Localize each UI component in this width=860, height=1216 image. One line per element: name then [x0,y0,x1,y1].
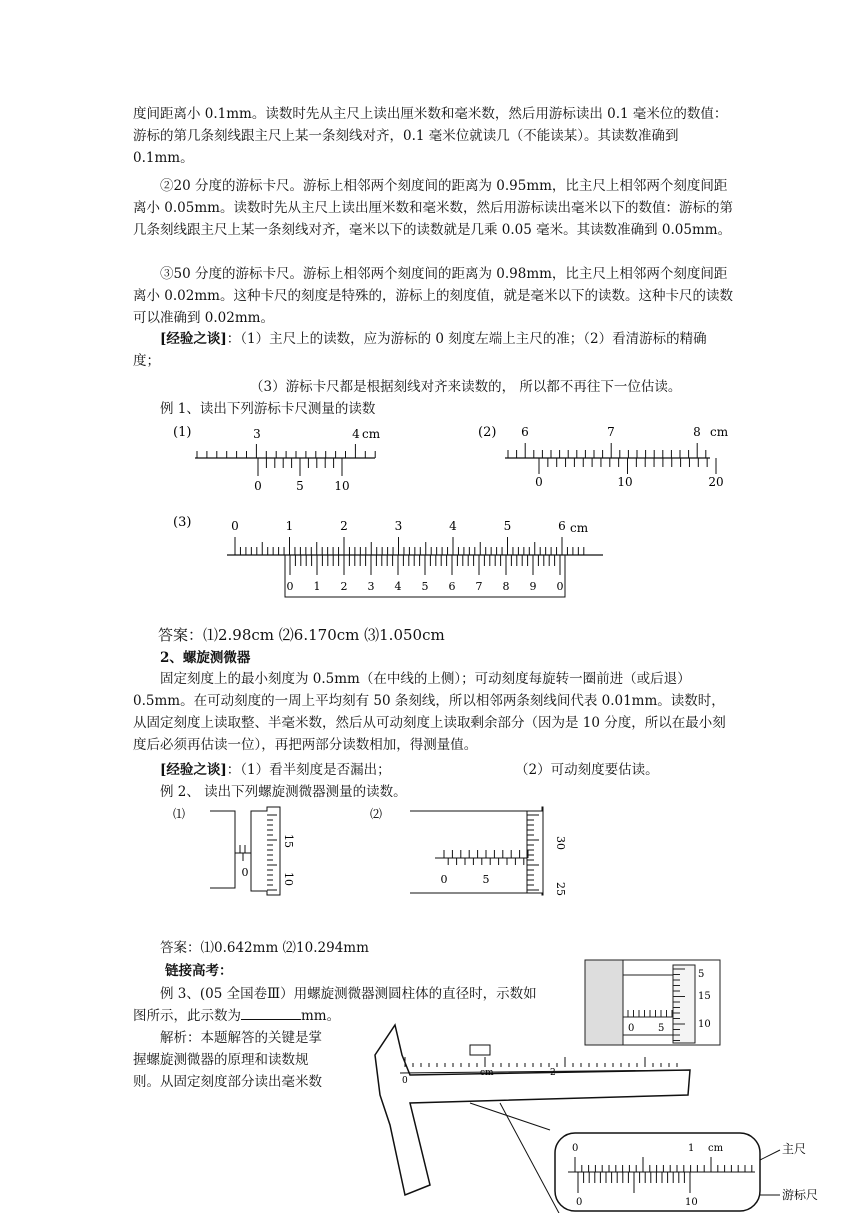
micrometer2-thimble-label: 30 [554,836,567,850]
experience-note-2b: （2）可动刻度要估读。 [515,762,659,778]
exam-figure [370,955,850,1213]
scale-label: 5 [503,519,512,533]
exam-micrometer-thimble: 5 [698,969,705,980]
exam-micrometer-thimble: 15 [698,991,711,1002]
scale-label: 4 [394,580,402,593]
vernier-scale-label: 游标尺 [782,1188,819,1202]
scale-label: 1 [285,519,294,533]
analysis-line1: 解析：本题解答的关键是掌 [160,1030,322,1046]
zoom-main-label: cm [708,1143,724,1154]
experience-text: ：（1）主尺上的读数，应为游标的 0 刻度左端上主尺的准；（2）看清游标的精确度； [133,331,707,369]
scale-label: 3 [394,519,403,533]
fig1-vernier-label: 5 [296,479,304,493]
fig2-vernier-label: 0 [535,475,543,489]
experience-label: [经验之谈] [160,762,227,778]
fig1-vernier-label: 10 [334,479,350,493]
micrometer2-thimble-label: 25 [554,882,567,896]
fig2-unit: cm [710,425,729,439]
zoom-vernier-label: 10 [685,1197,698,1208]
example-3-unit: mm。 [301,1008,341,1024]
scale-label: 2 [340,519,348,533]
vernier-figure-3 [165,510,615,602]
scale-label: 8 [502,580,510,593]
scale-label: 0 [286,580,294,593]
main-scale-label: 主尺 [782,1142,807,1156]
analysis-line3: 则。从固定刻度部分读出毫米数 [133,1074,322,1090]
fig2-main-label: 6 [521,425,529,439]
example-3-question: 图所示，此示数为 [133,1008,241,1024]
fig1-vernier-label: 0 [254,479,262,493]
scale-label: 3 [367,580,375,593]
example-3-line1: 例 3、(05 全国卷Ⅲ）用螺旋测微器测圆柱体的直径时，示数如 [160,986,537,1002]
fig1-label: (1) [173,425,192,440]
fig1-main-label: 4 [352,427,360,441]
micrometer-figures [165,803,615,903]
zoom-vernier-label: 0 [576,1197,583,1208]
scale-label: 5 [421,580,429,593]
example-2-title: 例 2、 读出下列螺旋测微器测量的读数。 [160,784,407,800]
experience-note-2 [160,760,391,780]
fig1-unit: cm [362,427,381,441]
answer-example-1: 答案：⑴2.98cm ⑵6.170cm ⑶1.050cm [158,626,445,644]
answer-example-2: 答案：⑴0.642mm ⑵10.294mm [160,940,369,956]
experience-note-1-line2: （3）游标卡尺都是根据刻线对齐来读数的， 所以都不再往下一位估读。 [250,379,682,395]
scale-label: 9 [529,580,537,593]
experience-note-1 [133,328,733,372]
micrometer1-thimble-label: 15 [282,834,295,848]
micrometer1-fixed-label: 0 [241,866,249,879]
example-3-line2 [133,1005,340,1026]
caliper-main-label: 0 [402,1076,408,1086]
fig3-label: (3) [173,515,192,530]
caliper-main-label: cm [480,1068,494,1078]
scale-label: 7 [475,580,483,593]
exam-micrometer-thimble: 10 [698,1019,711,1030]
scale-label: 6 [558,519,566,533]
zoom-main-label: 0 [572,1143,579,1154]
fig2-vernier-label: 20 [708,475,724,489]
scale-label: 2 [340,580,348,593]
micrometer2-fixed-label: 5 [482,873,490,886]
fig2-main-label: 8 [693,425,701,439]
zoom-main-label: 1 [688,1143,695,1154]
exam-micrometer-fixed: 0 [628,1023,635,1034]
para-20-division: ②20 分度的游标卡尺。游标上相邻两个刻度间的距离为 0.95mm，比主尺上相邻两个刻度间距离小 0.05mm。读数时先从主尺上读出厘米数和毫米数，然后用游标读出毫米以下的数值：游标的第几条刻线跟主尺上某一条刻线对齐，毫米以下的读数就是几乘 0.05 毫米。其读数准确到 0.05mm。 [133,178,733,238]
para-micrometer: 固定刻度上的最小刻度为 0.5mm（在中线的上侧）；可动刻度每旋转一圈前进（或后退）0.5mm。在可动刻度的一周上平均刻有 50 条刻线，所以相邻两条刻线间代表 0.01mm。读数时，从固定刻度上读取整、半毫米数，然后从可动刻度上读取剩余部分（因为是 10 分度，所以在最小刻度后必须再估读一位），再把两部分读数相加，得测量值。 [133,671,726,753]
scale-label: 1 [313,580,321,593]
experience-text: ：（1）看半刻度是否漏出； [226,762,391,778]
answer-blank[interactable] [241,1005,301,1020]
experience-label: [经验之谈] [160,331,227,347]
micrometer1-label: ⑴ [173,807,186,821]
scale-label: 4 [449,519,457,533]
link-exam-title: 链接高考： [165,963,233,979]
vernier-figures-1-2 [165,418,740,500]
micrometer1-thimble-label: 10 [282,872,295,886]
analysis-line2: 握螺旋测微器的原理和读数规 [133,1052,309,1068]
fig2-vernier-label: 10 [617,475,633,489]
caliper-main-label: 2 [550,1068,556,1078]
micrometer2-label: ⑵ [370,807,383,821]
scale-label: 0 [231,519,239,533]
para-10-division: 度间距离小 0.1mm。读数时先从主尺上读出厘米数和毫米数，然后用游标读出 0.1 毫米位的数值：游标的第几条刻线跟主尺上某一条刻线对齐，0.1 毫米位就读几（不能读某）。其读数准确到 0.1mm。 [133,106,728,166]
fig2-label: (2) [478,425,497,440]
scale-label: 6 [448,580,456,593]
section-2-title: 2、螺旋测微器 [160,650,251,666]
para-50-division: ③50 分度的游标卡尺。游标上相邻两个刻度间的距离为 0.98mm，比主尺上相邻两个刻度间距离小 0.02mm。这种卡尺的刻度是特殊的，游标上的刻度值，就是毫米以下的读数。这种卡尺的读数可以准确到 0.02mm。 [133,266,733,326]
scale-label: 0 [556,580,564,593]
exam-micrometer-fixed: 5 [658,1023,665,1034]
fig3-unit: cm [570,521,589,535]
fig1-main-label: 3 [253,427,261,441]
micrometer2-fixed-label: 0 [440,873,448,886]
fig2-main-label: 7 [607,425,615,439]
example-1-title: 例 1、读出下列游标卡尺测量的读数 [160,401,376,417]
